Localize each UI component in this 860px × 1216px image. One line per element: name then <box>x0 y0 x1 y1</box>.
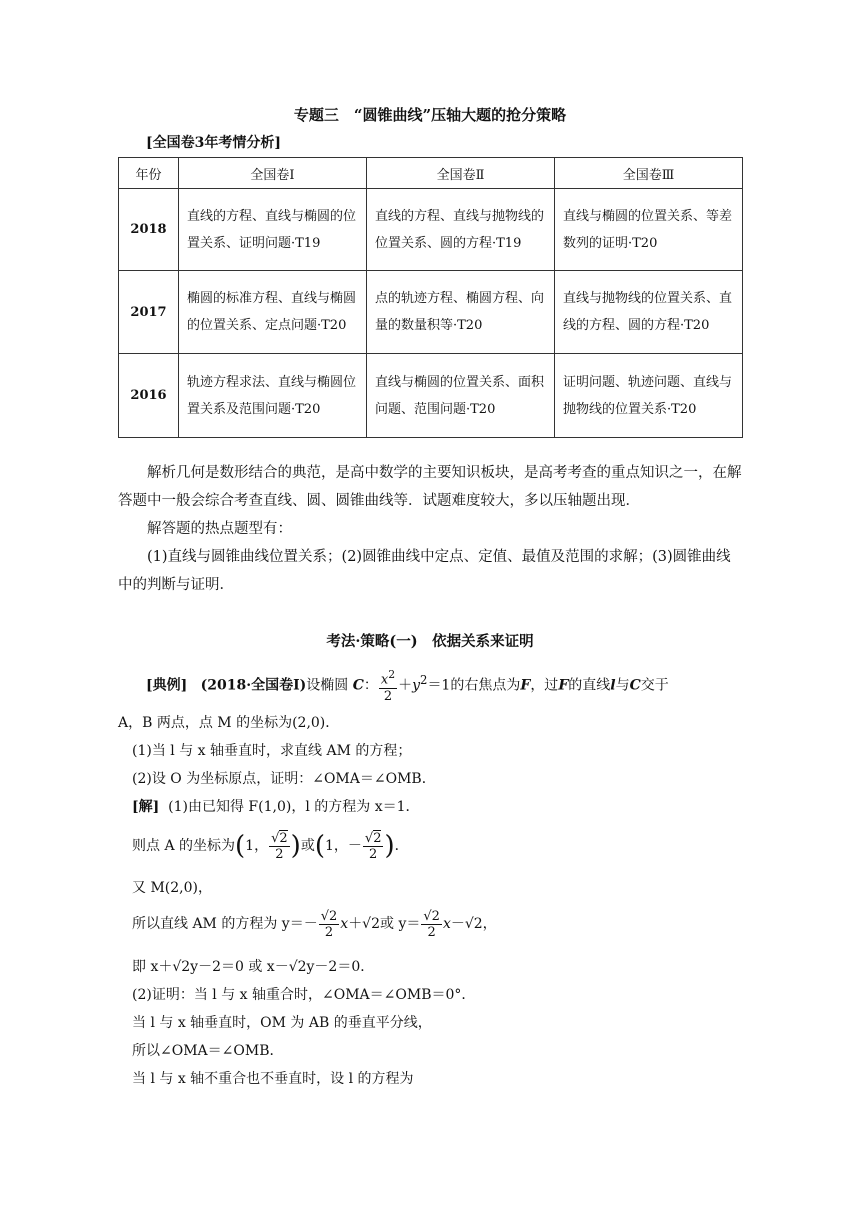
table-header-row <box>119 158 743 189</box>
solution-step: 所以直线 AM 的方程为 y＝－ $\frac{√2}{2}$ x＋√2或 y＝ $\frac{√2}{2}$ x－√2， <box>132 908 497 940</box>
example-label: [典例] <box>146 677 188 694</box>
table-cell: 直线与椭圆的位置关系、面积问题、范围问题·T20 <box>367 354 555 438</box>
solution-text: 则点 A 的坐标为 <box>132 838 236 854</box>
table-cell: 椭圆的标准方程、直线与椭圆的位置关系、定点问题·T20 <box>179 271 367 354</box>
fraction-x2-over-2: $\frac{x^2}{2}$ <box>380 668 396 704</box>
question-1: (1)当 l 与 x 轴垂直时，求直线 AM 的方程； <box>132 743 412 759</box>
table-cell: 点的轨迹方程、椭圆方程、向量的数量积等·T20 <box>367 271 555 354</box>
table-cell: 直线的方程、直线与椭圆的位置关系、证明问题·T19 <box>179 189 367 271</box>
example-text: 与 <box>615 677 630 694</box>
section-title: 考法·策略(一) 依据关系来证明 <box>326 633 534 650</box>
solution-text: 或 <box>300 838 315 854</box>
intro-paragraph: 解析几何是数形结合的典范，是高中数学的主要知识板块，是高考考查的重点知识之一，在解答题中一般会综合考查直线、圆、圆锥曲线等．试题难度较大，多以压轴题出现． <box>118 465 742 509</box>
table-cell: 直线与椭圆的位置关系、等差数列的证明·T20 <box>555 189 743 271</box>
fraction-sqrt2-over-2: $\frac{√2}{2}$ <box>364 830 382 862</box>
table-row <box>119 271 743 354</box>
analysis-label: [全国卷3年考情分析] <box>146 135 281 151</box>
table-row <box>119 189 743 271</box>
solution-step: 当 l 与 x 轴垂直时，OM 为 AB 的垂直平分线， <box>132 1015 432 1031</box>
example-text: 的右焦点为 <box>450 677 521 694</box>
intro-paragraph: (1)直线与圆锥曲线位置关系；(2)圆锥曲线中定点、定值、最值及范围的求解；(3)圆锥曲线中的判断与证明． <box>118 549 731 593</box>
table-cell: 证明问题、轨迹问题、直线与抛物线的位置关系·T20 <box>555 354 743 438</box>
table-cell: 直线的方程、直线与抛物线的位置关系、圆的方程·T19 <box>367 189 555 271</box>
table-header: 全国卷Ⅰ <box>179 158 367 189</box>
page-title: 专题三 “圆锥曲线”压轴大题的抢分策略 <box>293 106 567 124</box>
solution-text: 或 y＝ <box>380 916 421 932</box>
table-header: 全国卷Ⅲ <box>555 158 743 189</box>
example-text: 交于 <box>640 677 669 694</box>
fraction-sqrt2-over-2: $\frac{√2}{2}$ <box>320 908 338 940</box>
fraction-sqrt2-over-2: $\frac{√2}{2}$ <box>423 908 440 940</box>
solution-step: (2)证明：当 l 与 x 轴重合时，∠OMA＝∠OMB＝0°． <box>132 987 476 1003</box>
solution-step: 所以∠OMA＝∠OMB． <box>132 1043 284 1059</box>
example-text: ，过 <box>530 677 559 694</box>
table-cell-year: 2018 <box>119 189 179 271</box>
solution-step <box>132 796 772 816</box>
solution-label: [解] <box>132 799 160 815</box>
solution-step: 又 M(2,0)， <box>132 880 212 896</box>
table-header: 全国卷Ⅱ <box>367 158 555 189</box>
table-row <box>119 354 743 438</box>
solution-text: (1)由已知得 F(1,0)，l 的方程为 x＝1． <box>168 799 420 815</box>
question-2: (2)设 O 为坐标原点，证明：∠OMA＝∠OMB． <box>132 771 436 787</box>
table-cell: 直线与抛物线的位置关系、直线的方程、圆的方程·T20 <box>555 271 743 354</box>
example-text: 的直线 <box>568 677 611 694</box>
table-cell-year: 2017 <box>119 271 179 354</box>
solution-step: 当 l 与 x 轴不重合也不垂直时，设 l 的方程为 <box>132 1071 414 1087</box>
intro-paragraph: 解答题的热点题型有： <box>147 521 292 537</box>
solution-step: 则点 A 的坐标为(1， $\frac{√2}{2}$ )或(1，－ $\frac{√2}{2}$ )． <box>132 830 409 862</box>
example-text: 设椭圆 <box>306 677 349 694</box>
fraction-sqrt2-over-2: $\frac{√2}{2}$ <box>271 830 288 862</box>
example-source: (2018·全国卷Ⅰ) <box>200 677 307 694</box>
example-statement: [典例] (2018·全国卷Ⅰ)设椭圆 C： $\frac{x^2}{2}$ $+y^2=1$的右焦点为F，过F的直线l与C交于 <box>146 668 669 704</box>
table-cell-year: 2016 <box>119 354 179 438</box>
solution-step: 即 x＋√2y－2＝0 或 x－√2y－2＝0． <box>132 959 375 975</box>
solution-text: 所以直线 AM 的方程为 y＝－ <box>132 916 318 932</box>
exam-analysis-table <box>118 157 743 438</box>
example-line: A，B 两点，点 M 的坐标为(2,0)． <box>118 715 340 731</box>
table-cell: 轨迹方程求法、直线与椭圆位置关系及范围问题·T20 <box>179 354 367 438</box>
table-header: 年份 <box>119 158 179 189</box>
